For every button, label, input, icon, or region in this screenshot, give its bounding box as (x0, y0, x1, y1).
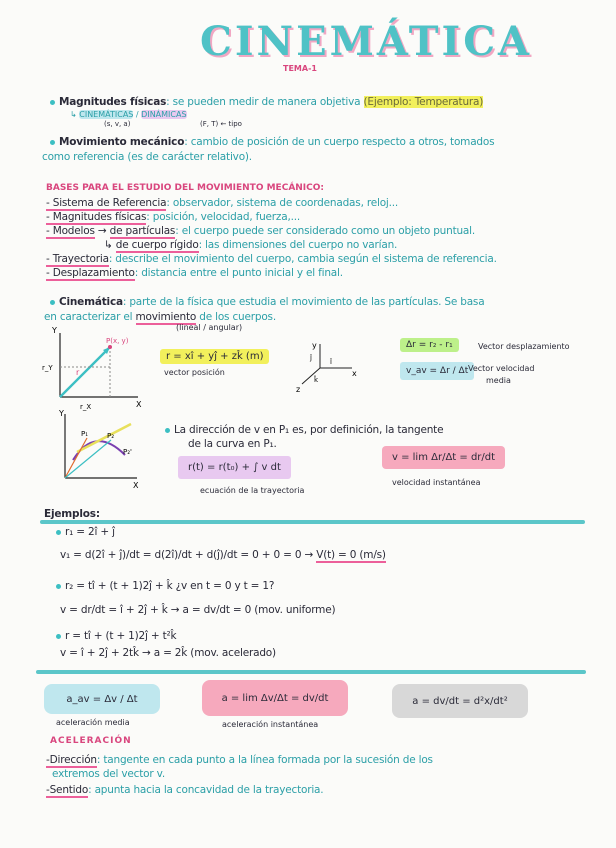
bases-term: - Magnitudes físicas (46, 211, 147, 223)
page-title: CINEMÁTICA (200, 18, 533, 65)
magnitudes-types (70, 110, 187, 119)
velocidad-instantanea-label: velocidad instantánea (392, 478, 481, 487)
cinematicas-vars: (s, v, a) (104, 120, 131, 128)
velocidad-instantanea-formula: v = lim Δr/Δt = dr/dt (382, 446, 505, 469)
trayectoria-label: ecuación de la trayectoria (200, 486, 305, 495)
posicion-formula: r = xî + yĵ + zk̂ (m) (160, 349, 269, 364)
unit-j: ĵ (310, 354, 312, 362)
dinamicas-label: DINÁMICAS (141, 110, 187, 119)
cinematicas-label: CINEMÁTICAS (79, 110, 134, 119)
ejemplo-2a-content: r₂ = tî + (t + 1)2ĵ + k̂ ¿v en t = 0 y t = 1? (65, 580, 275, 592)
bases-text: : posición, velocidad, fuerza,... (146, 211, 301, 223)
movimiento-line-1 (50, 136, 494, 148)
arrow-icon: ↳ (104, 239, 116, 251)
direccion-term: -Dirección (46, 754, 97, 766)
ejemplo-3a (56, 630, 176, 642)
graph1-x-label: X (136, 400, 142, 409)
unit-i: î (330, 358, 332, 366)
cinematica-label: Cinemática (59, 296, 123, 308)
graph2-p2: P₂ (107, 432, 115, 440)
dinamicas-vars: (F, T) ← tipo (200, 120, 242, 128)
bases-term: - Modelos (46, 225, 95, 237)
bases-term: - Sistema de Referencia (46, 197, 167, 209)
graph2-p1: P₁ (81, 430, 89, 438)
velocidad-media-label-1: Vector velocidad (468, 364, 535, 373)
magnitudes-line (50, 96, 483, 108)
arrow-icon: → (97, 225, 110, 237)
direccion-text-2: de la curva en P₁. (188, 438, 277, 450)
topic-number: TEMA-1 (283, 64, 317, 73)
aceleracion-direccion (46, 754, 433, 766)
ejemplo-2a (56, 580, 274, 592)
bullet-icon (56, 634, 61, 639)
cinematica-text-2a: en caracterizar el (44, 311, 133, 323)
bullet-icon (165, 428, 170, 433)
posicion-label: vector posición (164, 368, 225, 377)
bases-subterm: de cuerpo rígido (115, 239, 199, 251)
axis-x: x (352, 369, 357, 378)
axes-3d (290, 340, 360, 395)
velocidad-media-label-2: media (486, 376, 511, 385)
direccion-text-1-content: La dirección de v en P₁ es, por definición, la tangente (174, 424, 444, 436)
cinematica-text-2c: de los cuerpos. (199, 311, 276, 323)
aceleracion-sentido (46, 784, 323, 796)
graph1-point-label: P(x, y) (106, 337, 129, 345)
movimiento-label: Movimiento mecánico (59, 136, 185, 148)
graph1-r-label: r (76, 368, 80, 377)
divider (36, 670, 586, 674)
ejemplo-3b: v = î + 2ĵ + 2tk̂ → a = 2k̂ (mov. acelerado) (60, 647, 276, 659)
graph1-ry-label: r_Y (42, 364, 53, 372)
aceleracion-direccion-2: extremos del vector v. (52, 768, 165, 780)
bases-item-5 (46, 267, 343, 279)
bullet-icon (50, 140, 55, 145)
trajectory-graph (55, 410, 145, 490)
bases-item-4 (46, 253, 497, 265)
position-vector (60, 347, 110, 397)
desplazamiento-formula: Δr = r₂ - r₁ (400, 338, 459, 352)
bases-subtext: : el cuerpo puede ser considerado como un objeto puntual. (175, 225, 476, 237)
ejemplo-1a (56, 526, 115, 538)
divider (40, 520, 585, 524)
bases-term: - Desplazamiento (46, 267, 135, 279)
bases-item-3 (46, 225, 475, 237)
graph1-rx-label: r_X (80, 403, 92, 411)
bases-term: - Trayectoria (46, 253, 109, 265)
cinematica-note: (lineal / angular) (176, 323, 243, 332)
bullet-icon (56, 584, 61, 589)
ejemplo-1b (60, 549, 386, 561)
aceleracion-instantanea-box: a = lim Δv/Δt = dv/dt (202, 680, 348, 716)
axis-y: y (312, 341, 317, 350)
unit-k: k̂ (314, 376, 319, 384)
direccion-text-1 (165, 424, 443, 436)
movimiento-text-2: como referencia (es de carácter relativo). (42, 151, 252, 163)
direccion-text: : tangente en cada punto a la línea formada por la sucesión de los (96, 754, 433, 766)
separator: / (135, 110, 139, 119)
axis-z: z (296, 385, 301, 394)
bullet-icon (56, 530, 61, 535)
bullet-icon (50, 300, 55, 305)
velocidad-media-formula: v_av = Δr / Δt (400, 362, 474, 380)
cinematica-movimiento: movimiento (135, 311, 197, 323)
bases-item-2 (46, 211, 300, 223)
cinematica-text-1: : parte de la física que estudia el movimiento de las partículas. Se basa (122, 296, 485, 308)
graph2-x-label: X (133, 481, 139, 490)
vector-r1 (65, 438, 87, 478)
aceleracion-escalar-box: a = dv/dt = d²x/dt² (392, 684, 528, 718)
arrow-icon: ↳ (70, 110, 80, 119)
bases-item-1 (46, 197, 398, 209)
cinematica-line-1 (50, 296, 484, 308)
desplazamiento-label: Vector desplazamiento (478, 342, 570, 351)
magnitudes-text: : se pueden medir de manera objetiva (166, 96, 361, 108)
ejemplo-3a-content: r = tî + (t + 1)2ĵ + t²k̂ (65, 630, 177, 642)
bases-subtext: : las dimensiones del cuerpo no varían. (198, 239, 398, 251)
ejemplos-heading: Ejemplos: (44, 508, 100, 520)
aceleracion-media-label: aceleración media (56, 718, 130, 727)
graph2-y-label: Y (59, 410, 64, 418)
ejemplo-1a-content: r₁ = 2î + ĵ (65, 526, 115, 538)
ejemplo-1b-content: v₁ = d(2î + ĵ)/dt = d(2î)/dt + d(ĵ)/dt = 0 + 0 = 0 → (60, 549, 314, 561)
position-graph (40, 325, 150, 415)
graph2-p2b: P₂' (123, 448, 132, 456)
bullet-icon (50, 100, 55, 105)
magnitudes-example: (Ejemplo: Temperatura) (363, 96, 484, 108)
sentido-term: -Sentido (46, 784, 89, 796)
magnitudes-label: Magnitudes físicas (59, 96, 167, 108)
bases-subterm: de partículas (109, 225, 176, 237)
graph1-y-label: Y (52, 326, 57, 335)
aceleracion-instantanea-label: aceleración instantánea (222, 720, 319, 729)
bases-text: : observador, sistema de coordenadas, reloj... (166, 197, 399, 209)
bases-text: : distancia entre el punto inicial y el final. (134, 267, 343, 279)
trayectoria-formula: r(t) = r(t₀) + ∫ v dt (178, 456, 291, 479)
movimiento-text-1: : cambio de posición de un cuerpo respecto a otros, tomados (184, 136, 495, 148)
aceleracion-media-box: a_av = Δv / Δt (44, 684, 160, 714)
bases-heading: BASES PARA EL ESTUDIO DEL MOVIMIENTO MECÁNICO: (46, 183, 325, 193)
cinematica-line-2 (44, 311, 276, 323)
bases-item-3b (104, 239, 397, 251)
sentido-text: : apunta hacia la concavidad de la trayectoria. (88, 784, 324, 796)
aceleracion-heading: ACELERACIÓN (50, 736, 132, 746)
bases-text: : describe el movimiento del cuerpo, cambia según el sistema de referencia. (108, 253, 497, 265)
ejemplo-1-result: V(t) = 0 (m/s) (316, 549, 386, 561)
point-p (108, 345, 112, 349)
ejemplo-2b: v = dr/dt = î + 2ĵ + k̂ → a = dv/dt = 0 (mov. uniforme) (60, 604, 336, 616)
